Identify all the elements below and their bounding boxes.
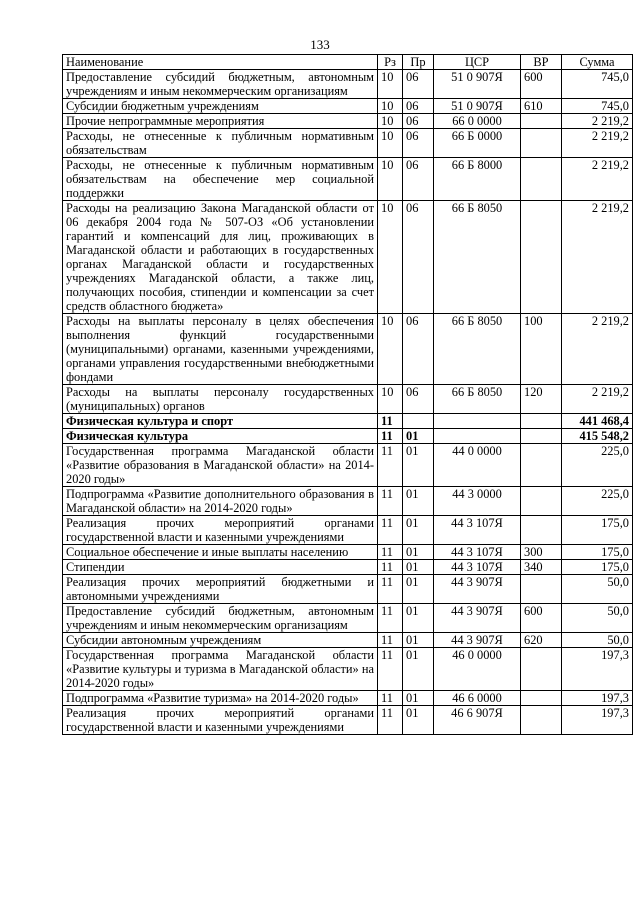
cell-vr	[521, 648, 562, 691]
table-row	[63, 545, 633, 560]
cell-rz: 10	[378, 385, 403, 414]
cell-rz: 11	[378, 706, 403, 735]
cell-csr: 66 0 0000	[434, 114, 521, 129]
cell-sum: 197,3	[562, 691, 633, 706]
table-row	[63, 648, 633, 691]
cell-name: Стипендии	[63, 560, 378, 575]
cell-name: Реализация прочих мероприятий органами государственной власти и казенными учреждениями	[63, 516, 378, 545]
cell-sum: 175,0	[562, 560, 633, 575]
cell-name: Расходы на выплаты персоналу в целях обеспечения выполнения функций государственными (муниципальными) органами, казенными учреждениями, органами управления государственными внебюджетными фондами	[63, 314, 378, 385]
table-row	[63, 429, 633, 444]
cell-sum: 225,0	[562, 444, 633, 487]
cell-rz: 10	[378, 201, 403, 314]
cell-csr: 66 Б 8050	[434, 201, 521, 314]
cell-rz: 10	[378, 70, 403, 99]
table-row	[63, 444, 633, 487]
header-vr: ВР	[521, 55, 562, 70]
cell-sum: 745,0	[562, 70, 633, 99]
cell-sum: 2 219,2	[562, 129, 633, 158]
cell-vr: 600	[521, 604, 562, 633]
cell-sum: 50,0	[562, 633, 633, 648]
cell-rz: 11	[378, 604, 403, 633]
cell-name: Подпрограмма «Развитие туризма» на 2014-2020 годы»	[63, 691, 378, 706]
cell-vr: 100	[521, 314, 562, 385]
cell-sum: 2 219,2	[562, 314, 633, 385]
cell-vr	[521, 691, 562, 706]
cell-sum: 2 219,2	[562, 385, 633, 414]
cell-vr	[521, 487, 562, 516]
cell-pr: 01	[403, 604, 434, 633]
cell-name: Субсидии автономным учреждениям	[63, 633, 378, 648]
cell-vr	[521, 444, 562, 487]
cell-csr: 44 3 907Я	[434, 575, 521, 604]
cell-pr: 06	[403, 158, 434, 201]
cell-csr: 66 Б 8050	[434, 385, 521, 414]
cell-name: Расходы на реализацию Закона Магаданской области от 06 декабря 2004 года № 507-ОЗ «Об установлении гарантий и компенсаций для лиц, проживающих в Магаданской области и работающих в государственных органах Магаданской области и государственных учреждениях Магаданской области, а также лиц, получающих пособия, стипендии и компенсации за счет средств областного бюджета»	[63, 201, 378, 314]
cell-pr: 06	[403, 314, 434, 385]
cell-pr: 01	[403, 516, 434, 545]
cell-csr: 44 3 107Я	[434, 560, 521, 575]
cell-csr: 66 Б 0000	[434, 129, 521, 158]
cell-rz: 10	[378, 129, 403, 158]
cell-sum: 50,0	[562, 575, 633, 604]
cell-csr: 46 0 0000	[434, 648, 521, 691]
header-pr: Пр	[403, 55, 434, 70]
cell-sum: 197,3	[562, 706, 633, 735]
header-rz: Рз	[378, 55, 403, 70]
table-row	[63, 414, 633, 429]
cell-name: Предоставление субсидий бюджетным, автономным учреждениям и иным некоммерческим организациям	[63, 604, 378, 633]
table-row	[63, 99, 633, 114]
cell-pr	[403, 414, 434, 429]
cell-sum: 175,0	[562, 545, 633, 560]
table-header-row	[63, 55, 633, 70]
cell-pr: 06	[403, 201, 434, 314]
table-row	[63, 385, 633, 414]
table-row	[63, 575, 633, 604]
cell-sum: 2 219,2	[562, 114, 633, 129]
cell-name: Расходы, не отнесенные к публичным нормативным обязательствам на обеспечение мер социальной поддержки	[63, 158, 378, 201]
cell-sum: 2 219,2	[562, 158, 633, 201]
cell-csr: 44 3 107Я	[434, 516, 521, 545]
table-row	[63, 314, 633, 385]
cell-pr: 01	[403, 648, 434, 691]
cell-rz: 11	[378, 648, 403, 691]
cell-pr: 01	[403, 691, 434, 706]
cell-rz: 11	[378, 429, 403, 444]
cell-sum: 441 468,4	[562, 414, 633, 429]
cell-pr: 06	[403, 70, 434, 99]
cell-rz: 11	[378, 444, 403, 487]
cell-pr: 01	[403, 560, 434, 575]
cell-rz: 11	[378, 545, 403, 560]
cell-csr: 44 0 0000	[434, 444, 521, 487]
cell-name: Подпрограмма «Развитие дополнительного образования в Магаданской области» на 2014-2020 годы»	[63, 487, 378, 516]
cell-rz: 10	[378, 99, 403, 114]
cell-rz: 11	[378, 560, 403, 575]
cell-sum: 50,0	[562, 604, 633, 633]
cell-sum: 745,0	[562, 99, 633, 114]
cell-vr	[521, 114, 562, 129]
cell-csr: 44 3 0000	[434, 487, 521, 516]
cell-vr: 120	[521, 385, 562, 414]
cell-csr	[434, 429, 521, 444]
cell-name: Социальное обеспечение и иные выплаты населению	[63, 545, 378, 560]
cell-vr	[521, 706, 562, 735]
cell-csr: 44 3 907Я	[434, 604, 521, 633]
cell-name: Прочие непрограммные мероприятия	[63, 114, 378, 129]
cell-csr: 66 Б 8000	[434, 158, 521, 201]
cell-name: Расходы на выплаты персоналу государственных (муниципальных) органов	[63, 385, 378, 414]
cell-rz: 11	[378, 575, 403, 604]
cell-pr: 01	[403, 429, 434, 444]
cell-name: Физическая культура	[63, 429, 378, 444]
table-row	[63, 114, 633, 129]
cell-name: Субсидии бюджетным учреждениям	[63, 99, 378, 114]
cell-pr: 06	[403, 114, 434, 129]
table-row	[63, 633, 633, 648]
table-row	[63, 158, 633, 201]
cell-name: Расходы, не отнесенные к публичным нормативным обязательствам	[63, 129, 378, 158]
cell-rz: 10	[378, 314, 403, 385]
cell-sum: 2 219,2	[562, 201, 633, 314]
cell-vr	[521, 429, 562, 444]
cell-csr	[434, 414, 521, 429]
table-body	[63, 70, 633, 735]
cell-pr: 06	[403, 99, 434, 114]
table-row	[63, 706, 633, 735]
cell-vr: 300	[521, 545, 562, 560]
cell-pr: 01	[403, 487, 434, 516]
cell-pr: 01	[403, 545, 434, 560]
cell-sum: 225,0	[562, 487, 633, 516]
cell-vr	[521, 516, 562, 545]
table-row	[63, 201, 633, 314]
header-sum: Сумма	[562, 55, 633, 70]
cell-rz: 11	[378, 414, 403, 429]
cell-name: Предоставление субсидий бюджетным, автономным учреждениям и иным некоммерческим организациям	[63, 70, 378, 99]
cell-rz: 10	[378, 114, 403, 129]
cell-sum: 175,0	[562, 516, 633, 545]
cell-csr: 46 6 907Я	[434, 706, 521, 735]
cell-rz: 11	[378, 633, 403, 648]
cell-pr: 01	[403, 706, 434, 735]
cell-name: Реализация прочих мероприятий органами государственной власти и казенными учреждениями	[63, 706, 378, 735]
cell-rz: 10	[378, 158, 403, 201]
table-row	[63, 691, 633, 706]
cell-vr	[521, 158, 562, 201]
table-row	[63, 604, 633, 633]
cell-name: Государственная программа Магаданской области «Развитие культуры и туризма в Магаданской области» на 2014-2020 годы»	[63, 648, 378, 691]
cell-rz: 11	[378, 487, 403, 516]
cell-rz: 11	[378, 691, 403, 706]
cell-vr	[521, 201, 562, 314]
cell-pr: 01	[403, 444, 434, 487]
cell-vr	[521, 129, 562, 158]
cell-sum: 415 548,2	[562, 429, 633, 444]
cell-pr: 01	[403, 575, 434, 604]
cell-csr: 51 0 907Я	[434, 70, 521, 99]
budget-table	[62, 54, 633, 735]
table-row	[63, 516, 633, 545]
cell-vr: 600	[521, 70, 562, 99]
cell-csr: 66 Б 8050	[434, 314, 521, 385]
cell-csr: 44 3 107Я	[434, 545, 521, 560]
table-row	[63, 487, 633, 516]
cell-csr: 46 6 0000	[434, 691, 521, 706]
table-row	[63, 70, 633, 99]
header-name: Наименование	[63, 55, 378, 70]
cell-sum: 197,3	[562, 648, 633, 691]
cell-pr: 01	[403, 633, 434, 648]
cell-vr: 620	[521, 633, 562, 648]
cell-pr: 06	[403, 129, 434, 158]
cell-pr: 06	[403, 385, 434, 414]
cell-name: Физическая культура и спорт	[63, 414, 378, 429]
cell-csr: 44 3 907Я	[434, 633, 521, 648]
cell-vr	[521, 575, 562, 604]
cell-name: Государственная программа Магаданской области «Развитие образования в Магаданской области» на 2014-2020 годы»	[63, 444, 378, 487]
cell-vr: 340	[521, 560, 562, 575]
page-number: 133	[310, 37, 330, 52]
cell-rz: 11	[378, 516, 403, 545]
cell-name: Реализация прочих мероприятий бюджетными и автономными учреждениями	[63, 575, 378, 604]
cell-vr: 610	[521, 99, 562, 114]
table-row	[63, 560, 633, 575]
table-row	[63, 129, 633, 158]
cell-csr: 51 0 907Я	[434, 99, 521, 114]
cell-vr	[521, 414, 562, 429]
header-csr: ЦСР	[434, 55, 521, 70]
